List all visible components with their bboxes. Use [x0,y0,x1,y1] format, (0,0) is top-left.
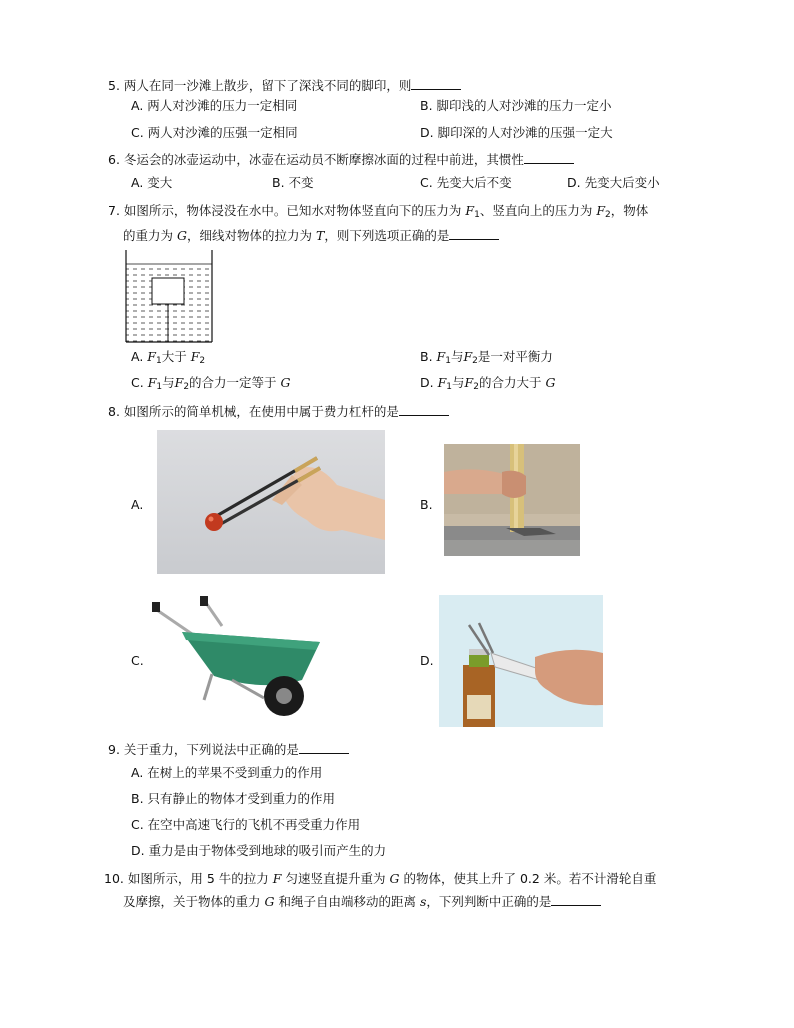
q6-stem: 6. 冬运会的冰壶运动中，冰壶在运动员不断摩擦冰面的过程中前进，其惯性 [108,150,574,169]
q5-option-b: B. 脚印浅的人对沙滩的压力一定小 [420,98,612,113]
q5-option-c: C. 两人对沙滩的压强一定相同 [131,125,298,140]
q7-stem-line2: 的重力为 G，细线对物体的拉力为 T，则下列选项正确的是 [123,226,499,245]
q8-stem: 8. 如图所示的简单机械，在使用中属于费力杠杆的是 [108,402,449,421]
q7-water-container-figure [124,248,216,344]
wheelbarrow-image [152,596,332,720]
bottle-opener-image [439,595,603,727]
q6-option-b: B. 不变 [272,175,314,190]
chopsticks-image [157,430,385,574]
q7-option-b: B. $F_1$与$F_2$是一对平衡力 [420,349,553,366]
answer-blank [411,76,461,90]
q6-option-d: D. 先变大后变小 [567,175,660,190]
q10-stem-line1: 10. 如图所示，用 5 牛的拉力 F 匀速竖直提升重为 G 的物体，使其上升了 0.2 米。若不计滑轮自重 [104,871,657,886]
q7-option-c: C. $F_1$与$F_2$的合力一定等于 G [131,375,291,392]
q6-option-a: A. 变大 [131,175,173,190]
q8-option-a-label: A. [131,497,144,512]
q7-stem-line1: 7. 如图所示，物体浸没在水中。已知水对物体竖直向下的压力为 $F_1$、竖直向上的压力为 $F_2$，物体 [108,203,649,220]
q8-option-b-label: B. [420,497,433,512]
answer-blank [551,892,601,906]
q7-option-a: A. $F_1$大于 $F_2$ [131,349,206,366]
q10-stem-line2: 及摩擦，关于物体的重力 G 和绳子自由端移动的距离 s，下列判断中正确的是 [123,892,601,911]
q9-option-a: A. 在树上的苹果不受到重力的作用 [131,765,323,780]
q5-option-a: A. 两人对沙滩的压力一定相同 [131,98,298,113]
answer-blank [399,402,449,416]
answer-blank [524,150,574,164]
hammer-pulling-nail-image [444,444,580,556]
answer-blank [449,226,499,240]
q9-option-b: B. 只有静止的物体才受到重力的作用 [131,791,336,806]
q8-option-d-label: D. [420,653,434,668]
q9-option-d: D. 重力是由于物体受到地球的吸引而产生的力 [131,843,387,858]
q7-option-d: D. $F_1$与$F_2$的合力大于 G [420,375,556,392]
q9-stem: 9. 关于重力，下列说法中正确的是 [108,740,349,759]
q5-stem: 5. 两人在同一沙滩上散步，留下了深浅不同的脚印，则 [108,76,461,95]
q5-option-d: D. 脚印深的人对沙滩的压强一定大 [420,125,613,140]
q6-option-c: C. 先变大后不变 [420,175,512,190]
q8-option-c-label: C. [131,653,144,668]
answer-blank [299,740,349,754]
q9-option-c: C. 在空中高速飞行的飞机不再受重力作用 [131,817,361,832]
